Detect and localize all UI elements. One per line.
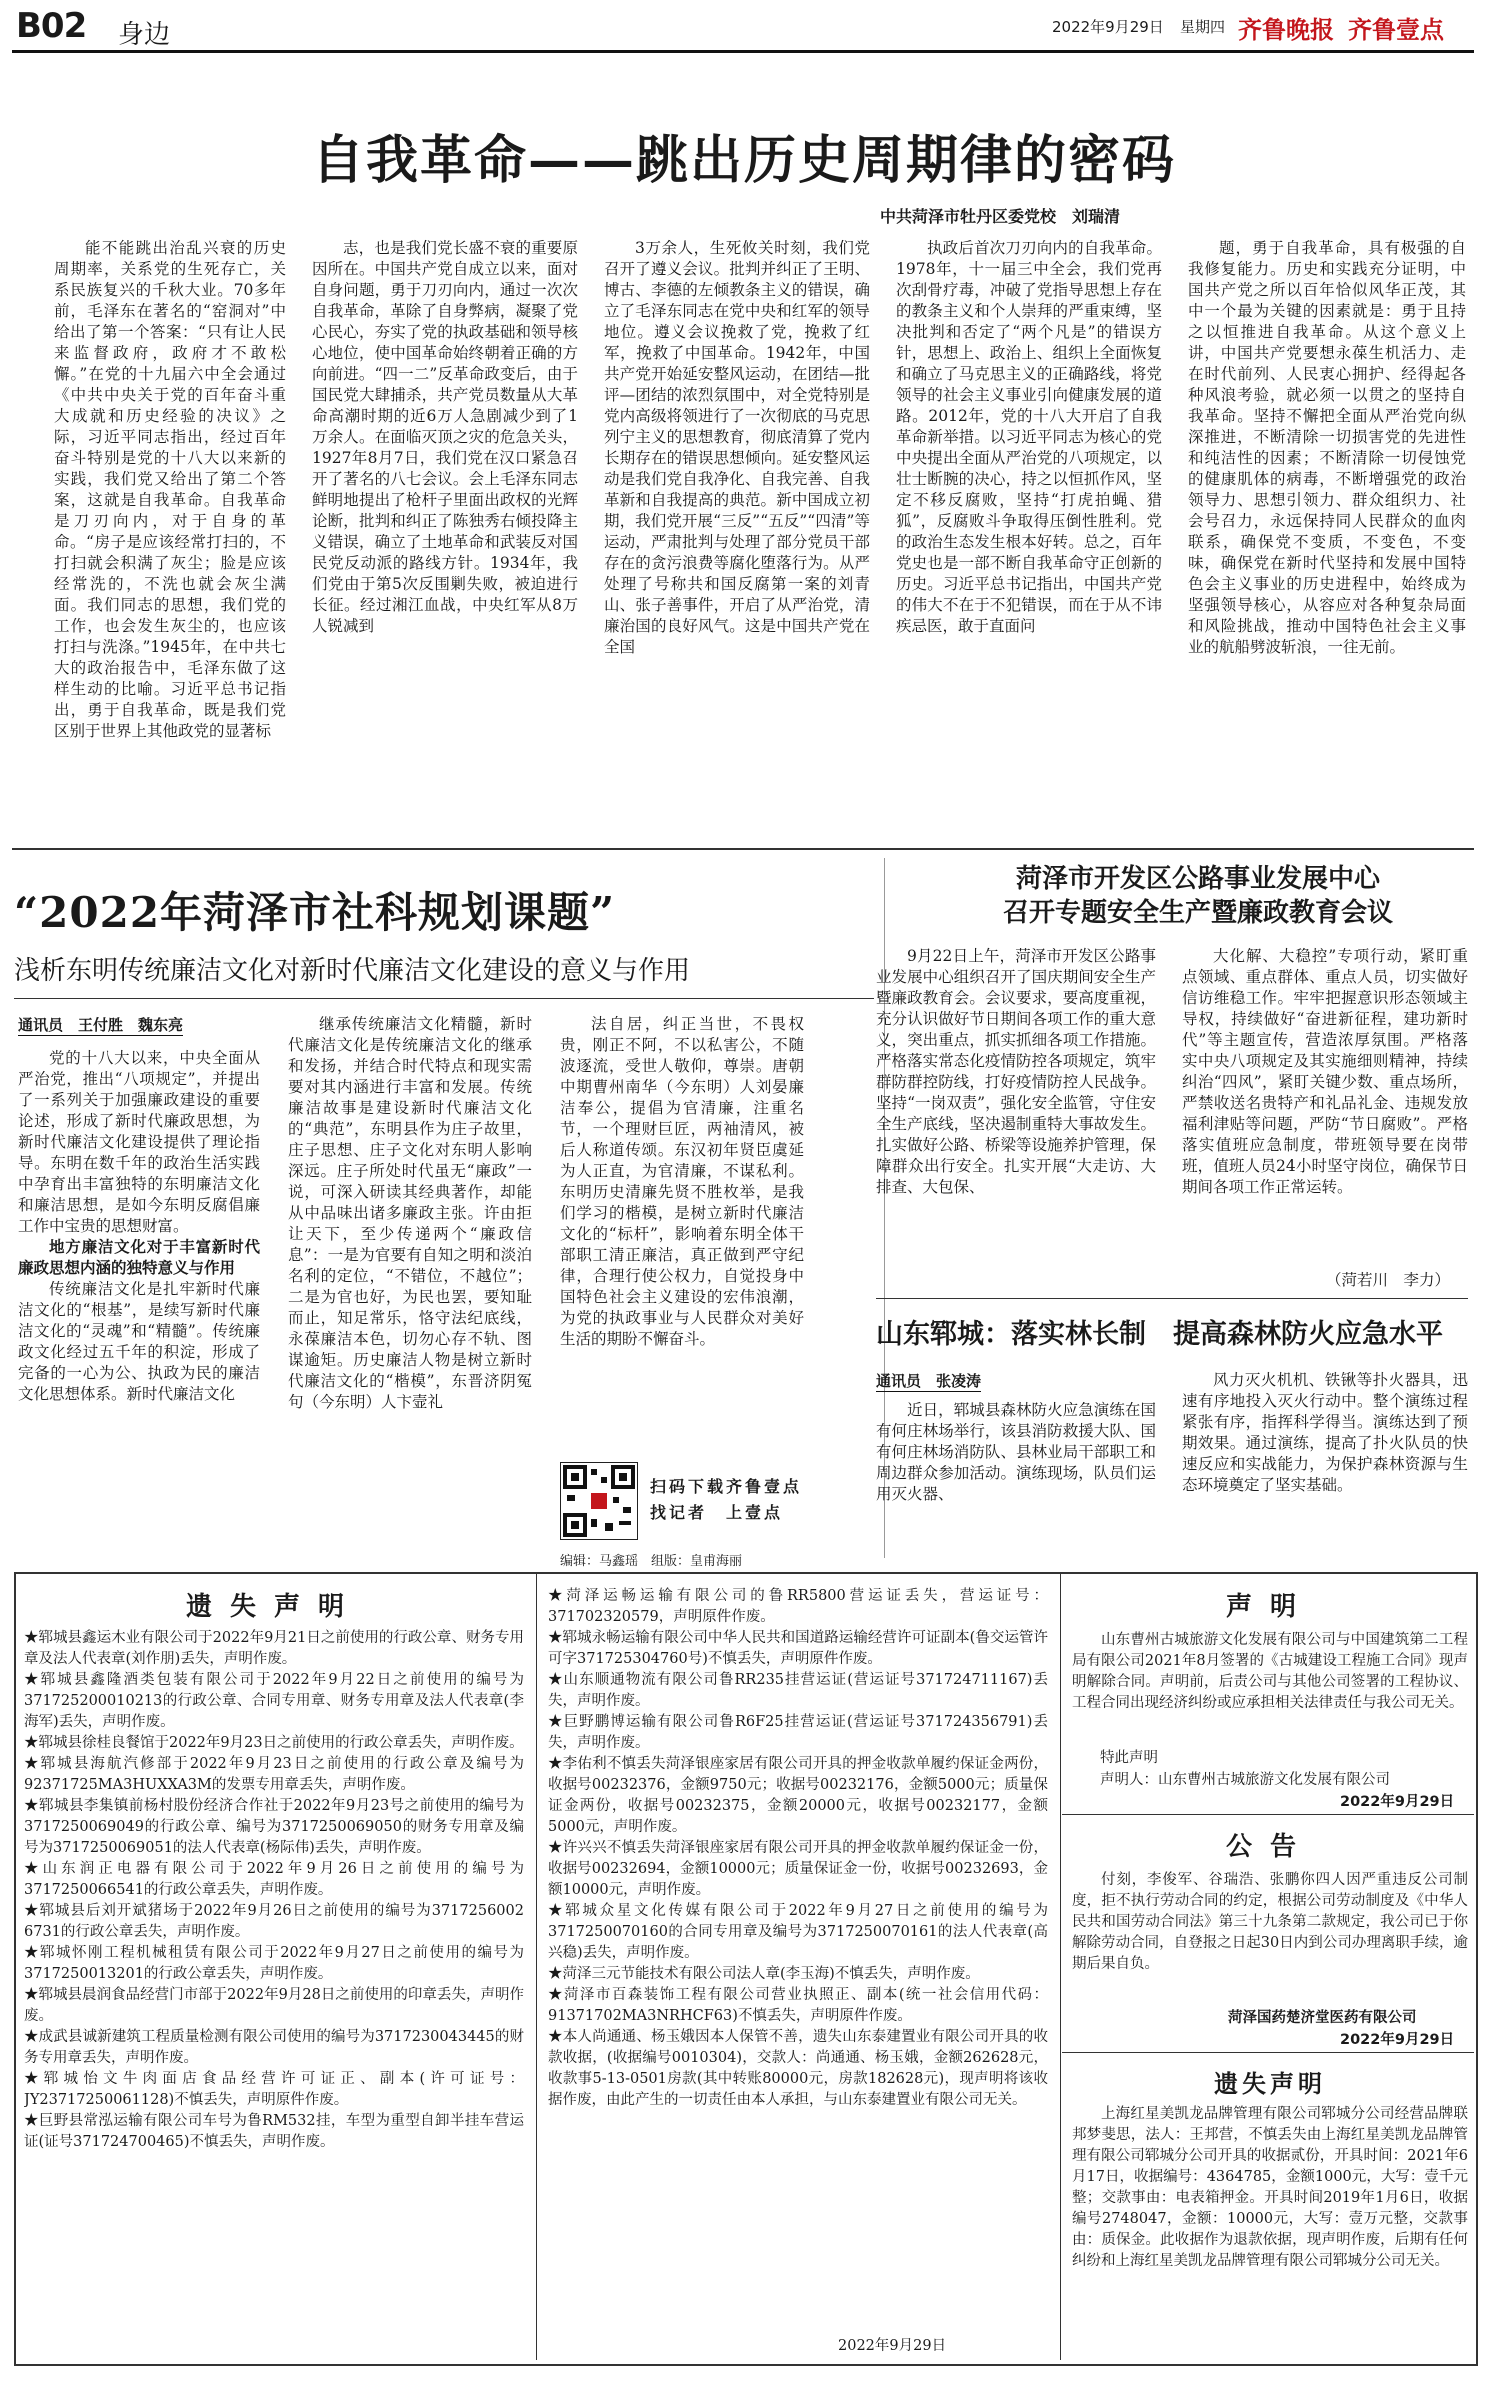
lost2-text: 上海红星美凯龙品牌管理有限公司郓城分公司经营品牌联邦梦斐思，法人：王邦营，不慎丢失由上海红星美凯龙品牌管理有限公司郓城分公司开具的收据贰份，开具时间：2021年6月17日，收据编号：4364785，金额1000元，大写：壹千元整；交款事由：电表箱押金。开具时间2019年1月6日，收据编号2748047，金额：10000元，大写：壹万元整，交款事由：质保金。此收据作为退款依据，现声明作废，后期有任何纠纷和上海红星美凯龙品牌管理有限公司郓城分公司无关。	[1072, 2106, 1468, 2269]
article2-column-1	[18, 1048, 260, 1558]
article3-col1-text: 9月22日上午，菏泽市开发区公路事业发展中心组织召开了国庆期间安全生产暨廉政教育会。会议要求，要高度重视，充分认识做好节日期间各项工作的重大意义，突出重点，抓实抓细各项工作措施。严格落实常态化疫情防控各项规定，筑牢群防群控防线，打好疫情防控人民战争。坚持“一岗双责”，强化安全监管，守住安全生产底线，坚决遏制重特大事故发生。扎实做好公路、桥梁等设施养护管理，保障群众出行安全。扎实开展“大走访、大排查、大包保、	[876, 947, 1156, 1196]
article2-column-3	[560, 1014, 804, 1444]
lost-notice-item: ★郓城众星文化传媒有限公司于2022年9月27日之前使用的编号为3717250070160的合同专用章及编号为3717250070161的法人代表章(高兴稳)丢失，声明作废。	[548, 1903, 1048, 1961]
article2-title: “2022年菏泽市社科规划课题”	[14, 888, 616, 937]
article1-column-5	[1188, 238, 1466, 818]
lost-notice-item: ★巨野县常泓运输有限公司车号为鲁RM532挂，车型为重型自卸半挂车营运证(证号371724700465)不慎丢失，声明作废。	[24, 2113, 524, 2150]
article4-title: 山东郓城：落实林长制 提高森林防火应急水平	[876, 1319, 1443, 1350]
announcement-date: 2022年9月29日	[1340, 2032, 1455, 2048]
article2-col1-text: 党的十八大以来，中央全面从严治党，推出“八项规定”，并提出了一系列关于加强廉政建设的重要论述，形成了新时代廉政思想，为新时代廉洁文化建设提供了理论指导。东明在数千年的政治生活实践中孕育出丰富独特的东明廉洁文化和廉洁思想，是如今东明反腐倡廉工作中宝贵的思想财富。	[18, 1049, 260, 1235]
statement-rule	[1062, 1814, 1474, 1815]
article1-col1-text: 能不能跳出治乱兴衰的历史周期率，关系党的生死存亡，关系民族复兴的千秋大业。70多年前，毛泽东在著名的“窑洞对”中给出了第一个答案：“只有让人民来监督政府，政府才不敢松懈。”在党的十九届六中全会通过《中共中央关于党的百年奋斗重大成就和历史经验的决议》之际，习近平同志指出，经过百年奋斗特别是党的十八大以来新的实践，我们党又给出了第二个答案，这就是自我革命。自我革命是刀刃向内，对于自身的革命。“房子是应该经常打扫的，不打扫就会积满了灰尘；脸是应该经常洗的，不洗也就会灰尘满面。我们同志的思想，我们党的工作，也会发生灰尘的，也应该打扫与洗涤。”1945年，在中共七大的政治报告中，毛泽东做了这样生动的比喻。习近平总书记指出，勇于自我革命，既是我们党区别于世界上其他政党的显著标	[54, 239, 286, 740]
page-number: B02	[16, 6, 87, 46]
lost-notice-item: ★本人尚通通、杨玉娥因本人保管不善，遗失山东泰建置业有限公司开具的收款收据，(收据编号0010304)，交款人：尚通通、杨玉娥，金额262628元，收款事5-13-0501房款(其中转账80000元，房款182628元)，现声明将该收据作废，由此产生的一切责任由本人承担，与山东泰建置业有限公司无关。	[548, 2029, 1048, 2108]
article1-column-2	[312, 238, 578, 818]
ads-divider-1	[536, 1574, 537, 2360]
lost-notice-item: ★郓城县后刘开斌猪场于2022年9月26日之前使用的编号为3717256002​6731的行政公章丢失，声明作废。	[24, 1903, 524, 1940]
article1-col4-text: 执政后首次刀刃向内的自我革命。1978年，十一届三中全会，我们党再次刮骨疗毒，冲破了党指导思想上存在的教条主义和个人崇拜的严重束缚，坚决批判和否定了“两个凡是”的错误方针，思想上、政治上、组织上全面恢复和确立了马克思主义的正确路线，将党领导的社会主义事业引向健康发展的道路。2012年，党的十八大开启了自我革命新举措。以习近平同志为核心的党中央提出全面从严治党的八项规定，以壮士断腕的决心，持之以恒抓作风，坚定不移反腐败，坚持“打虎拍蝇、猎狐”，反腐败斗争取得压倒性胜利。党的政治生态发生根本好转。总之，百年党史也是一部不断自我革命守正创新的历史。习近平总书记指出，中国共产党的伟大不在于不犯错误，而在于从不讳疾忌医，敢于直面问	[896, 239, 1162, 635]
article2-column-2	[288, 1014, 532, 1554]
lost-notice-item: ★山东润正电器有限公司于2022年9月26日之前使用的编号为3717250066541的行政公章丢失，声明作废。	[24, 1861, 524, 1898]
statement-date: 2022年9月29日	[1340, 1794, 1455, 1810]
article4-reporter: 通讯员 张凌涛	[876, 1372, 982, 1390]
article1-column-4	[896, 238, 1162, 818]
announcement-body	[1072, 1870, 1468, 2000]
app-logo: 齐鲁壹点	[1348, 16, 1444, 44]
lost-notice-item: ★郓城怀刚工程机械租赁有限公司于2022年9月27日之前使用的编号为3717250013201的行政公章丢失，声明作废。	[24, 1945, 524, 1982]
article4-column-1	[876, 1400, 1156, 1550]
lost-notice-item: ★郓城县鑫运木业有限公司于2022年9月21日之前使用的行政公章、财务专用章及法人代表章(刘作朋)丢失，声明作废。	[24, 1630, 524, 1667]
article1-col3-text: 3万余人，生死攸关时刻，我们党召开了遵义会议。批判并纠正了王明、博古、李德的左倾教条主义的错误，确立了毛泽东同志在党中央和红军的领导地位。遵义会议挽救了党，挽救了红军，挽救了中国革命。1942年，中国共产党开始延安整风运动，在团结—批评—团结的浓烈氛围中，对全党特别是党内高级将领进行了一次彻底的马克思列宁主义的思想教育，彻底清算了党内长期存在的错误思想倾向。延安整风运动是我们党自我净化、自我完善、自我革新和自我提高的典范。新中国成立初期，我们党开展“三反”“五反”“四清”等运动，严肃批判与处理了部分党员干部存在的贪污浪费等腐化堕落行为。从严处理了号称共和国反腐第一案的刘青山、张子善事件，开启了从严治党，清廉治国的良好风气。这是中国共产党在全国	[604, 239, 870, 656]
lost-notice-item: ★郓城怡文牛肉面店食品经营许可证正、副本(许可证号：JY23717250061128)不慎丢失，声明原件作废。	[24, 2071, 524, 2108]
article3-title-line2: 召开专题安全生产暨廉政教育会议	[1002, 898, 1393, 928]
article3-column-2	[1182, 946, 1468, 1266]
announcement-title: 公告	[1225, 1832, 1314, 1862]
article1-byline: 中共菏泽市牡丹区委党校 刘瑞清	[880, 207, 1121, 226]
statement-body	[1072, 1630, 1468, 1740]
lost-notice-item: ★成武县诚新建筑工程质量检测有限公司使用的编号为3717230043445的财务专用章丢失，声明作废。	[24, 2029, 524, 2066]
lost-notices-column-1	[24, 1628, 524, 2356]
lost-notices-column-2	[548, 1586, 1048, 2330]
qr-code-icon[interactable]	[560, 1462, 638, 1540]
lost-notice-item: ★郓城县李集镇前杨村股份经济合作社于2022年9月23号之前使用的编号为3717250069049的行政公章、编号为371725006905​0的财务专用章及编号为3717250069051的法人代表章(杨际伟)丢失，声明作废。	[24, 1798, 524, 1856]
qr-caption-line1: 扫码下载齐鲁壹点	[650, 1477, 803, 1496]
lost-notice-item: ★菏泽市百森装饰工程有限公司营业执照正、副本(统一社会信用代码：91371702MA3NRHCF63)不慎丢失，声明原件作废。	[548, 1987, 1048, 2024]
article1-column-1	[54, 238, 286, 818]
lost-notice-item: ★郓城县晨润食品经营门市部于2022年9月28日之前使用的印章丢失，声明作废。	[24, 1987, 524, 2024]
header-rule	[12, 50, 1474, 53]
lost-notice-item: ★郓城县徐桂良餐馆于2022年9月23日之前使用的行政公章丢失，声明作废。	[24, 1735, 524, 1751]
article1-bottom-rule	[12, 848, 1474, 850]
article3-col2-text: 大化解、大稳控”专项行动，紧盯重点领域、重点群体、重点人员，切实做好信访维稳工作。牢牢把握意识形态领域主导权，持续做好“奋进新征程，建功新时代”等主题宣传，营造浓厚氛围。严格落实中央八项规定及其实施细则精神，持续纠治“四风”，紧盯关键少数、重点场所，严禁收送名贵特产和礼品礼金、违规发放福利津贴等问题，严防“节日腐败”。严格落实值班应急制度，带班领导要在岗带班，值班人员24小时坚守岗位，确保节日期间各项工作正常运转。	[1182, 947, 1468, 1196]
announcement-rule	[1062, 2052, 1474, 2053]
statement-signer: 声明人：山东曹州古城旅游文化发展有限公司	[1100, 1772, 1390, 1788]
issue-weekday: 星期四	[1180, 18, 1226, 36]
lost-notice-item: ★山东顺通物流有限公司鲁RR235挂营运证(营运证号371724711167)丢失，声明作废。	[548, 1672, 1048, 1709]
qr-caption-line2: 找记者 上壹点	[650, 1503, 784, 1522]
statement-special: 特此声明	[1100, 1750, 1158, 1766]
lost-notice-item: ★巨野鹏博运输有限公司鲁R6F25挂营运证(营运证号371724356791)丢失，声明作废。	[548, 1714, 1048, 1751]
article3-bottom-rule	[876, 1298, 1468, 1299]
article2-col2-text: 继承传统廉洁文化精髓，新时代廉洁文化是传统廉洁文化的继承和发扬，并结合时代特点和现实需要对其内涵进行丰富和发展。传统廉洁故事是建设新时代廉洁文化的“典范”，东明县作为庄子故里，庄子思想、庄子文化对东明人影响深远。庄子所处时代虽无“廉政”一说，可深入研读其经典著作，却能从中品味出诸多廉政主张。许由拒让天下，至少传递两个“廉政信息”：一是为官要有自知之明和淡泊名利的定位，“不错位，不越位”；二是为官也好，为民也罢，要知耻而止，知足常乐，恪守法纪底线，永葆廉洁本色，切勿心存不轨、图谋逾矩。历史廉洁人物是树立新时代廉洁文化的“楷模”，东晋济阴冤句（今东明）人卞壸礼	[288, 1015, 532, 1411]
article1-column-3	[604, 238, 870, 818]
article4-col2-text: 风力灭火机机、铁锹等扑火器具，迅速有序地投入灭火行动中。整个演练过程紧张有序，指挥科学得当。演练达到了预期效果。通过演练，提高了扑火队员的快速反应和实战能力，为保护森林资源与生态环境奠定了坚实基础。	[1182, 1371, 1468, 1494]
section-name: 身边	[118, 20, 171, 50]
article2-subheading: 地方廉洁文化对于丰富新时代廉政思想内涵的独特意义与作用	[18, 1238, 260, 1277]
article1-title: 自我革命——跳出历史周期律的密码	[311, 130, 1176, 191]
lost2-body	[1072, 2104, 1468, 2358]
article2-col1b-text: 传统廉洁文化是扎牢新时代廉洁文化的“根基”，是续写新时代廉洁文化的“灵魂”和“精髓”。传统廉政文化经过五千年的积淀，形成了完备的一心为公、执政为民的廉洁文化思想体系。新时代廉洁文化	[18, 1280, 260, 1403]
lost-notice-item: ★菏泽运畅运输有限公司的鲁RR5800营运证丢失，营运证号：371702320579，声明原件作废。	[548, 1588, 1048, 1625]
announcement-text: 付刻，李俊军、谷瑞浩、张鹏你四人因严重违反公司制度，拒不执行劳动合同的约定，根据公司劳动制度及《中华人民共和国劳动合同法》第三十九条第二款规定，我公司已于你解除劳动合同，自登报之日起30日内到公司办理离职手续，逾期后果自负。	[1072, 1872, 1468, 1972]
article1-col5-text: 题，勇于自我革命，具有极强的自我修复能力。历史和实践充分证明，中国共产党之所以百年恰似风华正茂，其中一个最为关键的因素就是：勇于且持之以恒推进自我革命。从这个意义上讲，中国共产党要想永葆生机活力、走在时代前列、人民衷心拥护、经得起各种风浪考验，就必须一以贯之的坚持自我革命。坚持不懈把全面从严治党向纵深推进，不断清除一切损害党的先进性和纯洁性的因素；不断清除一切侵蚀党的健康肌体的病毒，不断增强党的政治领导力、思想引领力、群众组织力、社会号召力，永远保持同人民群众的血肉联系，确保党不变质，不变色，不变味，确保党在新时代坚持和发展中国特色会主义事业的历史进程中，始终成为坚强领导核心，从容应对各种复杂局面和风险挑战，推动中国特色社会主义事业的航船劈波斩浪，一往无前。	[1188, 239, 1466, 656]
statement-text: 山东曹州古城旅游文化发展有限公司与中国建筑第二工程局有限公司2021年8月签署的《古城建设工程施工合同》现声明解除合同。声明前，后责公司与其他公司签署的工程协议、工程合同出现经济纠纷或应承担相关法律责任与我公司无关。	[1072, 1632, 1468, 1711]
lost-notice-item: ★郓城县鑫隆酒类包装有限公司于2022年9月22日之前使用的编号为3717252000102​13的行政公章、合同专用章、财务专用章及法人代表章(李海军)丢失，声明作废。	[24, 1672, 524, 1730]
newspaper-logo: 齐鲁晚报	[1238, 15, 1334, 44]
lost-notice-item: ★郓城县海航汽修部于2022年9月23日之前使用的行政公章及编号为92371725MA3HUXXA3M的发票专用章丢失，声明作废。	[24, 1756, 524, 1793]
qr-caption	[650, 1474, 802, 1526]
lost-notice-date: 2022年9月29日	[838, 2338, 947, 2354]
article3-column-1	[876, 946, 1156, 1286]
article2-subtitle: 浅析东明传统廉洁文化对新时代廉洁文化建设的意义与作用	[14, 956, 691, 986]
article4-column-2	[1182, 1370, 1468, 1550]
lost-notice-item: ★李佑利不慎丢失菏泽银座家居有限公司开具的押金收款单履约保证金两份，收据号00232376，金额9750元；收据号00232176，金额5000元；质量保证金两份，收据号00232375，金额20000元，收据号00232177，金额5000元，声明作废。	[548, 1756, 1048, 1835]
article2-col3-text: 法自居，纠正当世，不畏权贵，刚正不阿，不以私害公，不随波逐流，受世人敬仰，尊崇。唐朝中期曹州南华（今东明）人刘晏廉洁奉公，提倡为官清廉，注重名节，一个理财巨匠，两袖清风，被后人称道传颂。东汉初年贤臣虞延为人正直，为官清廉，不谋私利。东明历史清廉先贤不胜枚举，是我们学习的楷模，是树立新时代廉洁文化的“标杆”，影响着东明全体干部职工清正廉洁，真正做到严守纪律，合理行使公权力，自觉投身中国特色社会主义建设的宏伟浪潮，为党的执政事业与人民群众对美好生活的期盼不懈奋斗。	[560, 1015, 804, 1348]
article4-col1-text: 近日，郓城县森林防火应急演练在国有何庄林场举行，该县消防救援大队、国有何庄林场消防队、县林业局干部职工和周边群众参加活动。演练现场，队员们运用灭火器、	[876, 1401, 1156, 1503]
lost2-title: 遗失声明	[1214, 2070, 1326, 2098]
ads-divider-2	[1060, 1574, 1061, 2360]
article3-title	[918, 862, 1478, 930]
article3-title-line1: 菏泽市开发区公路事业发展中心	[1015, 864, 1380, 894]
lost-notice-item: ★郓城永畅运输有限公司中华人民共和国道路运输经营许可证副本(鲁交运管许可字37172530476​0号)不慎丢失，声明原件作废。	[548, 1630, 1048, 1667]
article1-col2-text: 志，也是我们党长盛不衰的重要原因所在。中国共产党自成立以来，面对自身问题，勇于刀刃向内，通过一次次自我革命，革除了自身弊病，凝聚了党心民心，夯实了党的执政基础和领导核心地位，使中国革命始终朝着正确的方向前进。“四一二”反革命政变后，由于国民党大肆捕杀，共产党员数量从大革命高潮时期的近6万人急剧减少到了1万余人。在面临灭顶之灾的危急关头，1927年8月7日，我们党在汉口紧急召开了著名的八七会议。会上毛泽东同志鲜明地提出了枪杆子里面出政权的光辉论断，批判和纠正了陈独秀右倾投降主义错误，确立了土地革命和武装反对国民党反动派的路线方针。1934年，我们党由于第5次反围剿失败，被迫进行长征。经过湘江血战，中央红军从8万人锐减到	[312, 239, 578, 635]
editor-credit: 编辑：马鑫瑶 组版：皇甫海丽	[560, 1554, 743, 1569]
article2-reporter: 通讯员 王付胜 魏东亮	[18, 1016, 184, 1034]
issue-date: 2022年9月29日	[1052, 18, 1164, 36]
lost-notice-title: 遗失声明	[185, 1592, 362, 1622]
article3-credit: （菏若川 李力）	[1326, 1271, 1451, 1289]
article2-title-rule	[14, 998, 874, 999]
statement-title: 声明	[1225, 1592, 1314, 1622]
lost-notice-item: ★菏泽三元节能技术有限公司法人章(李玉海)不慎丢失，声明作废。	[548, 1966, 980, 1982]
lost-notice-item: ★许兴兴不慎丢失菏泽银座家居有限公司开具的押金收款单履约保证金一份，收据号00232694，金额10000元；质量保证金一份，收据号00232693，金额10000元，声明作废。	[548, 1840, 1048, 1898]
announcement-signer: 菏泽国药楚济堂医药有限公司	[1228, 2010, 1417, 2026]
